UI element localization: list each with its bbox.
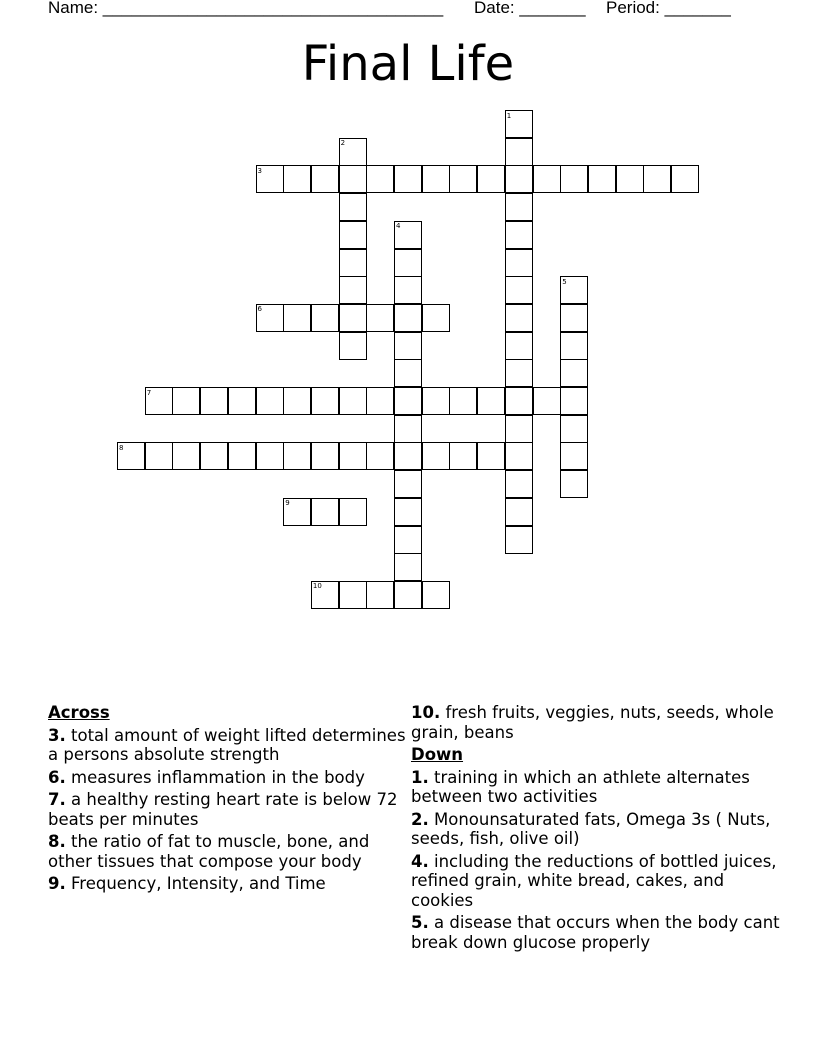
- clue-number-label: 2: [340, 139, 346, 148]
- grid-cell[interactable]: [449, 165, 477, 193]
- grid-cell[interactable]: [505, 165, 533, 193]
- clue-across-6: 6. measures inflammation in the body: [48, 767, 365, 787]
- grid-cell[interactable]: [505, 442, 533, 470]
- grid-cell[interactable]: [505, 470, 533, 498]
- grid-cell[interactable]: [533, 387, 561, 415]
- grid-cell[interactable]: [339, 442, 367, 470]
- grid-cell[interactable]: [560, 442, 588, 470]
- grid-cell[interactable]: [505, 498, 533, 526]
- grid-cell[interactable]: [339, 249, 367, 277]
- grid-cell[interactable]: [394, 332, 422, 360]
- date-field[interactable]: Date: _______: [474, 0, 586, 17]
- grid-cell[interactable]: [394, 498, 422, 526]
- grid-cell[interactable]: [311, 442, 339, 470]
- grid-cell[interactable]: [505, 332, 533, 360]
- clues-right-column: [411, 703, 781, 952]
- grid-cell[interactable]: [228, 442, 256, 470]
- grid-cell[interactable]: [477, 387, 505, 415]
- grid-cell[interactable]: [449, 442, 477, 470]
- grid-cell[interactable]: [560, 165, 588, 193]
- clue-down-4: 4. including the reductions of bottled juices, refined grain, white bread, cakes, and cookies: [411, 851, 777, 910]
- grid-cell[interactable]: [339, 332, 367, 360]
- clue-down-5: 5. a disease that occurs when the body cant break down glucose properly: [411, 913, 780, 952]
- clue-number-label: 8: [119, 443, 124, 452]
- grid-cell[interactable]: [560, 332, 588, 360]
- grid-cell[interactable]: [588, 165, 616, 193]
- grid-cell[interactable]: [394, 470, 422, 498]
- grid-cell[interactable]: [311, 304, 339, 332]
- grid-cell[interactable]: [449, 387, 477, 415]
- grid-cell[interactable]: [422, 165, 450, 193]
- clue-number-label: 5: [562, 277, 567, 286]
- page-title: Final Life: [301, 36, 515, 92]
- grid-cell[interactable]: [311, 165, 339, 193]
- clue-number-label: 6: [257, 305, 262, 314]
- clue-number-label: 9: [285, 499, 290, 508]
- grid-cell[interactable]: [505, 304, 533, 332]
- grid-cell[interactable]: [256, 387, 284, 415]
- grid-cell[interactable]: [366, 442, 394, 470]
- grid-cell[interactable]: [366, 581, 394, 609]
- grid-cell[interactable]: [505, 359, 533, 387]
- grid-cell[interactable]: [283, 442, 311, 470]
- grid-cell[interactable]: [339, 304, 367, 332]
- grid-cell[interactable]: [477, 165, 505, 193]
- grid-cell[interactable]: [311, 387, 339, 415]
- grid-cell[interactable]: [505, 221, 533, 249]
- grid-cell[interactable]: [339, 193, 367, 221]
- grid-cell[interactable]: [505, 249, 533, 277]
- grid-cell[interactable]: [671, 165, 699, 193]
- grid-cell[interactable]: [394, 249, 422, 277]
- across-heading: Across: [48, 703, 110, 722]
- name-field[interactable]: Name: ____________________________________: [48, 0, 444, 17]
- grid-cell[interactable]: [366, 387, 394, 415]
- clue-down-2: 2. Monounsaturated fats, Omega 3s ( Nuts, seeds, fish, olive oil): [411, 809, 771, 848]
- grid-cell[interactable]: [200, 442, 228, 470]
- grid-cell[interactable]: [394, 359, 422, 387]
- grid-cell[interactable]: [533, 165, 561, 193]
- grid-cell[interactable]: [560, 470, 588, 498]
- grid-cell[interactable]: [339, 276, 367, 304]
- grid-cell[interactable]: [505, 193, 533, 221]
- grid-cell[interactable]: [256, 442, 284, 470]
- grid-cell[interactable]: [172, 387, 200, 415]
- clue-number-label: 4: [396, 222, 401, 231]
- grid-cell[interactable]: [560, 387, 588, 415]
- grid-cell[interactable]: [616, 165, 644, 193]
- grid-cell[interactable]: [394, 553, 422, 581]
- grid-cell[interactable]: [200, 387, 228, 415]
- grid-cell[interactable]: [505, 138, 533, 166]
- grid-cell[interactable]: [505, 415, 533, 443]
- grid-cell[interactable]: [366, 165, 394, 193]
- grid-cell[interactable]: [394, 415, 422, 443]
- clue-number-label: 7: [146, 388, 152, 397]
- grid-cell[interactable]: [505, 276, 533, 304]
- grid-cell[interactable]: [422, 581, 450, 609]
- grid-cell[interactable]: [366, 304, 394, 332]
- grid-cell[interactable]: [560, 359, 588, 387]
- period-field[interactable]: Period: _______: [606, 0, 731, 17]
- grid-cell[interactable]: [339, 387, 367, 415]
- grid-cell[interactable]: [283, 387, 311, 415]
- grid-cell[interactable]: [394, 165, 422, 193]
- grid-cell[interactable]: [505, 387, 533, 415]
- grid-cell[interactable]: [394, 526, 422, 554]
- clue-down-1: 1. training in which an athlete alternates between two activities: [411, 767, 750, 806]
- grid-cell[interactable]: [422, 442, 450, 470]
- grid-cell[interactable]: [339, 165, 367, 193]
- grid-cell[interactable]: [394, 387, 422, 415]
- grid-cell[interactable]: [172, 442, 200, 470]
- clues-left-column: [48, 703, 408, 894]
- down-heading: Down: [411, 745, 464, 764]
- grid-cell[interactable]: [643, 165, 671, 193]
- clue-across-7: 7. a healthy resting heart rate is below 72 beats per minutes: [48, 790, 398, 829]
- grid-cell[interactable]: [339, 498, 367, 526]
- clue-across-9: 9. Frequency, Intensity, and Time: [48, 874, 326, 893]
- grid-cell[interactable]: [283, 165, 311, 193]
- grid-cell[interactable]: [339, 221, 367, 249]
- grid-cell[interactable]: [228, 387, 256, 415]
- clue-across-10: 10. fresh fruits, veggies, nuts, seeds, whole grain, beans: [411, 703, 774, 742]
- clue-number-label: 10: [312, 582, 322, 591]
- grid-cell[interactable]: [394, 442, 422, 470]
- grid-cell[interactable]: [283, 304, 311, 332]
- grid-cell[interactable]: [560, 304, 588, 332]
- grid-cell[interactable]: [477, 442, 505, 470]
- clue-across-8: 8. the ratio of fat to muscle, bone, and other tissues that compose your body: [48, 832, 370, 871]
- grid-cell[interactable]: [394, 304, 422, 332]
- clue-number-label: 1: [506, 111, 512, 120]
- grid-cell[interactable]: [560, 415, 588, 443]
- grid-cell[interactable]: [311, 498, 339, 526]
- grid-cell[interactable]: [394, 581, 422, 609]
- grid-cell[interactable]: [339, 581, 367, 609]
- grid-cell[interactable]: [422, 387, 450, 415]
- grid-cell[interactable]: [145, 442, 173, 470]
- grid-cell[interactable]: [394, 276, 422, 304]
- grid-cell[interactable]: [422, 304, 450, 332]
- grid-cell[interactable]: [505, 526, 533, 554]
- clue-across-3: 3. total amount of weight lifted determines a persons absolute strength: [48, 725, 406, 764]
- clue-number-label: 3: [257, 166, 262, 175]
